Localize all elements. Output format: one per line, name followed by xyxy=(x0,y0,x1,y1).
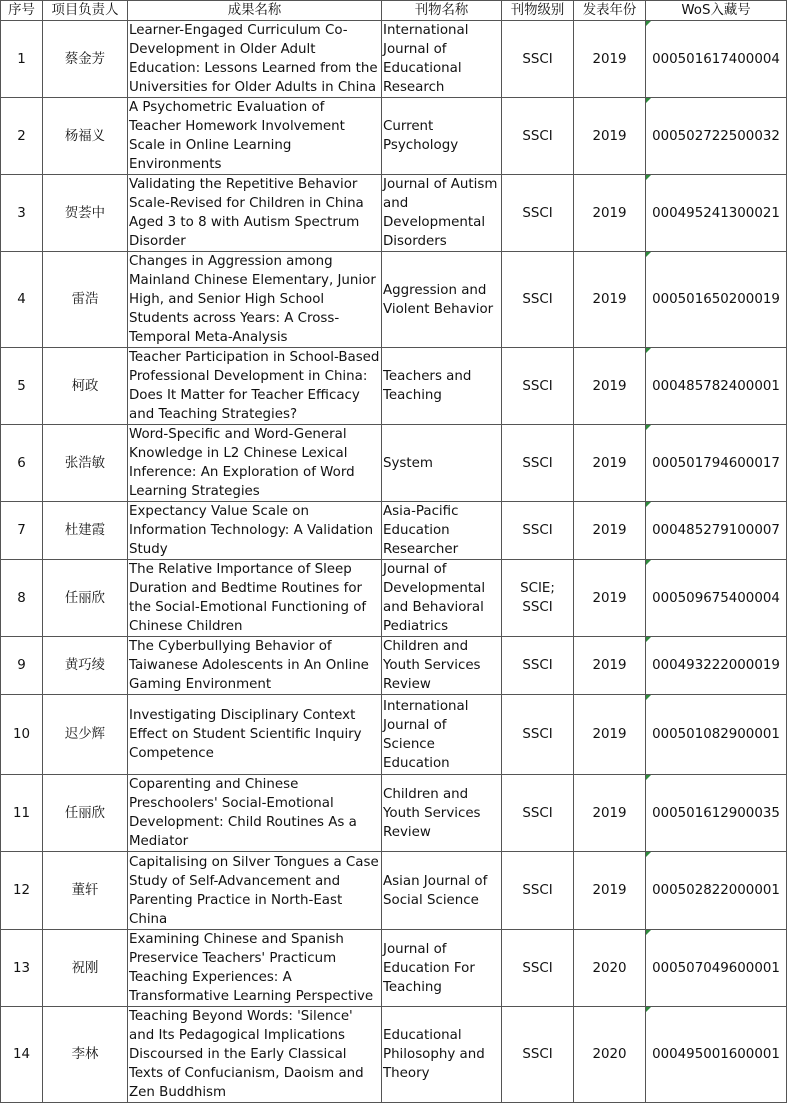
journal-name: Journal of Developmental and Behavioral Pediatrics xyxy=(382,560,502,637)
publish-year: 2019 xyxy=(574,695,646,775)
table-row xyxy=(1,1007,787,1103)
leader-name: 董轩 xyxy=(43,852,128,930)
publish-year: 2019 xyxy=(574,775,646,852)
journal-name: Children and Youth Services Review xyxy=(382,637,502,695)
wos-number: 000502822000001 xyxy=(646,852,787,930)
leader-name: 雷浩 xyxy=(43,252,128,348)
publish-year: 2019 xyxy=(574,560,646,637)
table-row xyxy=(1,21,787,98)
table-row xyxy=(1,775,787,852)
wos-number: 000501794600017 xyxy=(646,425,787,502)
paper-title: The Cyberbullying Behavior of Taiwanese Adolescents in An Online Gaming Environment xyxy=(128,637,382,695)
wos-number: 000495241300021 xyxy=(646,175,787,252)
row-number: 13 xyxy=(1,930,43,1007)
row-number: 14 xyxy=(1,1007,43,1103)
leader-name: 李林 xyxy=(43,1007,128,1103)
row-number: 3 xyxy=(1,175,43,252)
row-number: 5 xyxy=(1,348,43,425)
journal-level: SSCI xyxy=(502,852,574,930)
table-row xyxy=(1,930,787,1007)
header-no: 序号 xyxy=(1,1,43,21)
row-number: 10 xyxy=(1,695,43,775)
row-number: 12 xyxy=(1,852,43,930)
journal-level: SSCI xyxy=(502,348,574,425)
journal-level: SSCI xyxy=(502,252,574,348)
table-row xyxy=(1,695,787,775)
journal-level: SSCI xyxy=(502,1007,574,1103)
wos-number: 000501082900001 xyxy=(646,695,787,775)
journal-name: Children and Youth Services Review xyxy=(382,775,502,852)
leader-name: 杨福义 xyxy=(43,98,128,175)
paper-title: Investigating Disciplinary Context Effect on Student Scientific Inquiry Competence xyxy=(128,695,382,775)
paper-title: Capitalising on Silver Tongues a Case Study of Self-Advancement and Parenting Practice in North-East China xyxy=(128,852,382,930)
journal-name: System xyxy=(382,425,502,502)
table-row xyxy=(1,175,787,252)
journal-level: SSCI xyxy=(502,502,574,560)
table-row xyxy=(1,348,787,425)
wos-number: 000509675400004 xyxy=(646,560,787,637)
publish-year: 2019 xyxy=(574,98,646,175)
paper-title: Learner-Engaged Curriculum Co-Development in Older Adult Education: Lessons Learned from the Universities for Older Adults in China xyxy=(128,21,382,98)
publish-year: 2019 xyxy=(574,637,646,695)
journal-level: SSCI xyxy=(502,98,574,175)
publish-year: 2019 xyxy=(574,175,646,252)
table-body xyxy=(1,21,787,1103)
publish-year: 2019 xyxy=(574,348,646,425)
journal-level: SSCI xyxy=(502,930,574,1007)
publish-year: 2020 xyxy=(574,930,646,1007)
publish-year: 2019 xyxy=(574,852,646,930)
publish-year: 2019 xyxy=(574,21,646,98)
wos-number: 000485782400001 xyxy=(646,348,787,425)
table-row xyxy=(1,852,787,930)
leader-name: 贺荟中 xyxy=(43,175,128,252)
publish-year: 2019 xyxy=(574,502,646,560)
journal-level: SSCI xyxy=(502,775,574,852)
paper-title: Coparenting and Chinese Preschoolers' Social-Emotional Development: Child Routines As a Mediator xyxy=(128,775,382,852)
leader-name: 柯政 xyxy=(43,348,128,425)
journal-name: Asia-Pacific Education Researcher xyxy=(382,502,502,560)
journal-name: Journal of Education For Teaching xyxy=(382,930,502,1007)
header-journal: 刊物名称 xyxy=(382,1,502,21)
table-row xyxy=(1,252,787,348)
wos-number: 000495001600001 xyxy=(646,1007,787,1103)
table-row xyxy=(1,637,787,695)
paper-title: The Relative Importance of Sleep Duration and Bedtime Routines for the Social-Emotional Functioning of Chinese Children xyxy=(128,560,382,637)
row-number: 8 xyxy=(1,560,43,637)
row-number: 2 xyxy=(1,98,43,175)
paper-title: Changes in Aggression among Mainland Chinese Elementary, Junior High, and Senior High School Students across Years: A Cross-Temporal Meta-Analysis xyxy=(128,252,382,348)
journal-name: Journal of Autism and Developmental Disorders xyxy=(382,175,502,252)
journal-name: International Journal of Educational Research xyxy=(382,21,502,98)
table-header xyxy=(1,1,787,21)
row-number: 7 xyxy=(1,502,43,560)
leader-name: 杜建霞 xyxy=(43,502,128,560)
wos-number: 000501612900035 xyxy=(646,775,787,852)
journal-name: Current Psychology xyxy=(382,98,502,175)
row-number: 11 xyxy=(1,775,43,852)
table-row xyxy=(1,425,787,502)
journal-level: SSCI xyxy=(502,175,574,252)
paper-title: Teacher Participation in School-Based Professional Development in China: Does It Matter for Teacher Efficacy and Teaching Strategies? xyxy=(128,348,382,425)
row-number: 6 xyxy=(1,425,43,502)
wos-number: 000485279100007 xyxy=(646,502,787,560)
paper-title: Word-Specific and Word-General Knowledge in L2 Chinese Lexical Inference: An Exploration of Word Learning Strategies xyxy=(128,425,382,502)
leader-name: 任丽欣 xyxy=(43,775,128,852)
header-wos: WoS入藏号 xyxy=(646,1,787,21)
header-title: 成果名称 xyxy=(128,1,382,21)
wos-number: 000502722500032 xyxy=(646,98,787,175)
journal-name: Asian Journal of Social Science xyxy=(382,852,502,930)
paper-title: Validating the Repetitive Behavior Scale-Revised for Children in China Aged 3 to 8 with Autism Spectrum Disorder xyxy=(128,175,382,252)
table-row xyxy=(1,98,787,175)
leader-name: 任丽欣 xyxy=(43,560,128,637)
row-number: 1 xyxy=(1,21,43,98)
wos-number: 000507049600001 xyxy=(646,930,787,1007)
row-number: 4 xyxy=(1,252,43,348)
header-year: 发表年份 xyxy=(574,1,646,21)
wos-number: 000501617400004 xyxy=(646,21,787,98)
header-level: 刊物级别 xyxy=(502,1,574,21)
header-leader: 项目负责人 xyxy=(43,1,128,21)
paper-title: Expectancy Value Scale on Information Technology: A Validation Study xyxy=(128,502,382,560)
publish-year: 2019 xyxy=(574,252,646,348)
leader-name: 蔡金芳 xyxy=(43,21,128,98)
paper-title: A Psychometric Evaluation of Teacher Homework Involvement Scale in Online Learning Environments xyxy=(128,98,382,175)
paper-title: Teaching Beyond Words: 'Silence' and Its Pedagogical Implications Discoursed in the Early Classical Texts of Confucianism, Daoism and Zen Buddhism xyxy=(128,1007,382,1103)
journal-level: SSCI xyxy=(502,21,574,98)
leader-name: 迟少辉 xyxy=(43,695,128,775)
journal-name: International Journal of Science Education xyxy=(382,695,502,775)
leader-name: 张浩敏 xyxy=(43,425,128,502)
wos-number: 000493222000019 xyxy=(646,637,787,695)
journal-name: Educational Philosophy and Theory xyxy=(382,1007,502,1103)
table-row xyxy=(1,560,787,637)
journal-level: SSCI xyxy=(502,695,574,775)
publish-year: 2020 xyxy=(574,1007,646,1103)
journal-name: Aggression and Violent Behavior xyxy=(382,252,502,348)
leader-name: 黄巧绫 xyxy=(43,637,128,695)
journal-name: Teachers and Teaching xyxy=(382,348,502,425)
journal-level: SSCI xyxy=(502,637,574,695)
publish-year: 2019 xyxy=(574,425,646,502)
journal-level: SSCI xyxy=(502,425,574,502)
table-row xyxy=(1,502,787,560)
paper-title: Examining Chinese and Spanish Preservice Teachers' Practicum Teaching Experiences: A Transformative Learning Perspective xyxy=(128,930,382,1007)
row-number: 9 xyxy=(1,637,43,695)
wos-number: 000501650200019 xyxy=(646,252,787,348)
journal-level: SCIE; SSCI xyxy=(502,560,574,637)
leader-name: 祝刚 xyxy=(43,930,128,1007)
